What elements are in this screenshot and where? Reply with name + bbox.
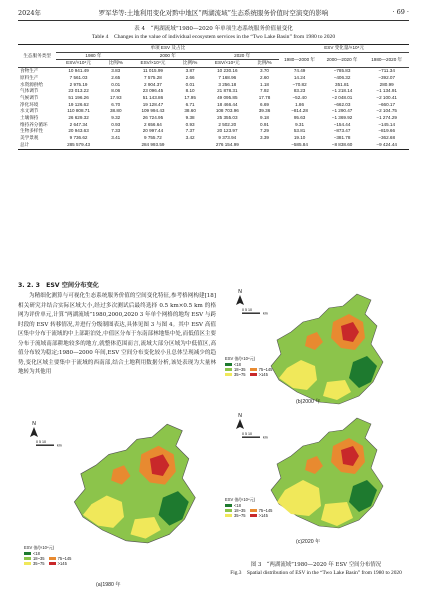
cell-value: 7.37 [185,128,195,134]
svg-text:km: km [263,311,268,316]
cell-value: 2 904.37 [143,81,162,87]
legend-swatch [225,514,232,517]
cell-value: 11 015.99 [142,68,163,74]
cell-value: 74.49 [293,68,306,74]
cell-value: 2.66 [185,74,195,80]
cell-value: −785.83 [333,68,351,74]
cell-value: 9.18 [260,115,269,121]
header-year-2000: 2000 年 [131,52,205,60]
cell-value: 19 126.62 [68,101,89,107]
caption-2000: (b)2000 年 [296,399,321,405]
legend-label: <18 [234,502,241,508]
legend-swatch [250,514,257,517]
header-year: 2024年 [18,9,42,17]
cell-value: 19 128.47 [142,101,164,107]
cell-service: 生物多样性 [20,128,43,134]
cell-value: −873.47 [333,128,351,134]
cell-value: −711.34 [378,68,395,74]
legend-label: >145 [258,512,268,518]
legend-label: <18 [33,550,40,556]
table-title-en: Table 4 Changes in the value of individual ecosystem services in the “Two Lake Basin” from 1980 to 2020 [91,34,336,40]
subheader-esv: ESV/×10⁴元 [205,60,250,68]
table-row [18,95,409,102]
cell-value: 26 629.32 [68,115,89,121]
cell-value: −52.40 [292,94,307,100]
cell-value: 2.65 [111,74,121,80]
cell-value: 6.70 [111,101,121,107]
svg-text:km: km [57,443,62,448]
cell-value: 7 561.03 [69,74,88,80]
cell-value: 109 994.43 [141,108,165,114]
svg-text:0 5 10: 0 5 10 [242,432,252,436]
table-title-cn: 表 4 “两湖流域”1980—2020 年单项生态系统服务价值量变化 [134,26,293,32]
cell-service: 气候调节 [20,94,39,100]
subheader-ratio: 比例/% [175,60,205,68]
cell-value: 3.42 [185,135,195,141]
cell-value: 0.01 [185,81,195,87]
svg-text:N: N [32,421,36,427]
legend-swatch [225,504,232,507]
subheader-ratio: 比例/% [101,60,131,68]
legend-swatch [24,552,31,555]
cell-value: 9 373.94 [218,135,237,141]
legend-2000 [225,356,275,377]
cell-value: 20 943.63 [68,128,89,134]
cell-service: 净化环境 [20,101,39,107]
svg-text:km: km [263,435,268,440]
cell-value: 19.10 [293,135,306,141]
cell-value: 23 013.22 [68,88,89,94]
cell-value: 3 256.18 [218,81,237,87]
cell-value: −1 134.91 [376,88,397,94]
cell-value: 110 808.71 [67,108,90,114]
cell-service: 维持养分循环 [20,121,48,127]
svg-text:0 5 10: 0 5 10 [36,440,46,444]
cell-value: 95.63 [293,115,306,121]
cell-value: 8.10 [185,88,195,94]
scale-bar-icon [242,432,268,440]
table-row [18,115,409,122]
cell-value: 285 579.43 [56,142,101,149]
cell-value: −585.84 [279,142,319,149]
table-row [18,135,409,142]
header-year-1980: 1980 年 [56,52,130,60]
cell-value: 3.39 [260,135,269,141]
cell-value: 49 095.85 [217,94,238,100]
cell-service: 水资源供给 [20,81,43,87]
legend-label: 75~145 [258,507,273,513]
table-row [18,68,409,75]
legend-swatch [24,562,31,565]
svg-text:N: N [238,289,242,295]
table-row [18,82,409,89]
cell-value: 0.91 [260,121,269,127]
cell-value: −2 048.01 [331,94,353,100]
cell-value: 21 878.31 [217,88,238,94]
cell-value: −814.28 [291,108,308,114]
table-row [18,108,409,115]
section-heading: 3. 2. 3 ESV 空间分布变化 [18,282,99,289]
cell-value: 10 941.49 [68,68,89,74]
table-caption [18,25,409,41]
cell-value: −2 100.41 [376,94,397,100]
cell-value: −1 274.29 [376,115,397,121]
cell-value: 2 502.20 [218,121,237,127]
legend-swatch [225,368,232,371]
legend-label: 18~35 [234,507,246,513]
table-row [18,142,409,149]
cell-value: 3.87 [185,68,195,74]
legend-label: 75~145 [258,366,273,372]
cell-value: 3.41 [111,135,121,141]
cell-value: 18 466.44 [217,101,238,107]
section-paragraph: 为精细化测算与可视化生态系统服务价值的空间变化特征,参考格网构建[18]相关研究并结合实际区域大小,经过多次测试后最终选择 0.5 km×0.5 km 的格网为评价单元,计算“两湖流域”1980,2000,2020 3 年单个网格的地均 ESV 与跨时段的 ESV 转移情况,并进行分级制图表达,具体见图 3 与图 4。其中 ESV 高值区集中分布于流域的中上部距泊处,中值区分布于东南部林地集中处,而低值区主要分布于流域南部耕地较多的地方,就整体范围而言,流域大部分区域为中低值区,高值分布较为稳定;1980—2000 年间,ESV 空间分布变化较小且总体呈现减少的趋势,变化区域主要集中于流域的西南部,结合土地利用数据分析,该处表现为大量林地转为其他用 [18,293,216,376]
cell-value: 39.36 [258,108,271,114]
cell-value: 0.93 [111,121,121,127]
running-header [18,8,409,20]
cell-value: 25 355.03 [217,115,238,121]
cell-value: 17.93 [110,94,122,100]
north-arrow-icon [236,413,244,429]
cell-service: 气体调节 [20,88,39,94]
figure-caption-en: Fig.3 Spatial distribution of ESV in the “Two Lake Basin” from 1980 to 2020 [230,569,402,576]
legend-label: 18~35 [234,366,246,372]
cell-value: 20 997.44 [142,128,164,134]
cell-value: 9.32 [111,115,121,121]
legend-swatch [24,557,31,560]
legend-2020 [225,497,275,518]
subheader-esv: ESV/×10⁴元 [56,60,101,68]
cell-value: −9 424.44 [364,142,409,149]
cell-value: 17.78 [258,94,271,100]
cell-value: 351.81 [335,81,350,87]
cell-value: 1.18 [260,81,269,87]
legend-swatch [225,363,232,366]
cell-value: −70.82 [292,81,307,87]
table-body [18,68,409,149]
legend-1980 [24,545,74,566]
legend-swatch [250,373,257,376]
legend-label: 35~75 [33,560,45,566]
legend-label: 18~35 [33,555,45,561]
header-running-title: 罗军华等:土地利用变化对黔中地区“两湖流域”生态系统服务价值时空演变的影响 [98,9,329,17]
cell-value: 38.80 [110,108,122,114]
header-single-esv: 单项 ESV 及占比 [56,45,279,53]
subheader-esv: ESV/×10⁴元 [131,60,176,68]
cell-value: 2 647.34 [69,121,88,127]
north-arrow-icon [236,289,244,305]
cell-value: −1 369.92 [331,115,353,121]
table-row [18,122,409,129]
cell-value: 9 736.62 [69,135,88,141]
cell-value: 3.70 [260,68,269,74]
legend-label: 35~75 [234,512,246,518]
cell-value: −362.68 [378,135,396,141]
cell-value: 6.69 [260,101,269,107]
cell-value: −1 218.14 [331,88,353,94]
legend-title: ESV 值/(×10⁴元) [225,497,256,502]
legend-label: 75~145 [57,555,72,561]
legend-label: >145 [57,560,67,566]
legend-swatch [250,368,257,371]
cell-service: 水文调节 [20,108,39,114]
legend-label: 35~75 [234,371,246,377]
basin-map-shape [74,424,195,543]
cell-value: 20 123.97 [217,128,238,134]
cell-value: 83.23 [293,88,306,94]
legend-title: ESV 值/(×10⁴元) [24,545,55,550]
legend-swatch [49,557,56,560]
cell-value: 53.81 [293,128,306,134]
cell-value: 7.92 [260,88,269,94]
header-esv-change: ESV 变化量/×10⁴元 [279,45,409,53]
header-year-2020: 2020 年 [205,52,279,60]
cell-value: 7 575.28 [143,74,162,80]
cell-value: 9.31 [295,121,305,127]
svg-text:0 5 10: 0 5 10 [242,308,252,312]
legend-swatch [49,562,56,565]
cell-value: −662.03 [333,101,351,107]
legend-label: <18 [234,361,241,367]
cell-service: 土壤保持 [20,115,39,121]
cell-value: −8 838.60 [320,142,365,149]
esv-table [18,44,409,150]
cell-value: 3.83 [111,68,121,74]
cell-value: 9.38 [185,115,195,121]
subheader-ratio: 比例/% [250,60,280,68]
cell-value: 6.71 [185,101,195,107]
map-2000-svg [222,286,412,408]
caption-2020: (c)2020 年 [296,539,321,545]
cell-value: −154.44 [333,121,351,127]
map-2000 [222,286,412,408]
cell-value: 2 975.19 [69,81,88,87]
cell-value: 26 724.95 [142,115,164,121]
north-arrow-icon [30,421,38,437]
cell-service: 美学景观 [20,135,39,141]
legend-title: ESV 值/(×10⁴元) [225,356,256,361]
cell-value: 8.06 [111,88,121,94]
cell-service: 总计 [18,142,56,149]
basin-map-shape [271,294,383,404]
legend-swatch [250,509,257,512]
cell-value: −2 104.75 [376,108,397,114]
cell-service: 食物生产 [20,68,39,74]
cell-value: −381.78 [333,135,351,141]
cell-value: 38.60 [184,108,196,114]
cell-value: 1.86 [295,101,305,107]
cell-value: 10 230.16 [217,68,238,74]
cell-service: 原料生产 [20,74,39,80]
cell-value: 51 196.26 [68,94,89,100]
map-1980 [20,418,216,548]
cell-value: −1 290.47 [331,108,353,114]
cell-value [250,142,280,149]
header-change-2000-2020: 2000—2020 年 [320,52,365,67]
header-service-type: 生态服务类型 [18,45,56,68]
cell-value: 280.99 [379,81,394,87]
cell-value: 51 143.86 [142,94,164,100]
cell-value: 14.24 [293,74,306,80]
header-change-1980-2000: 1980—2000 年 [279,52,319,67]
cell-value: 0.01 [111,81,121,87]
svg-text:N: N [238,413,242,419]
figure-caption [222,562,410,577]
basin-map-shape [271,418,383,528]
figure-caption-cn: 图 3 “两湖流域”1980—2020 年 ESV 空间分布情况 [250,562,382,568]
cell-value: 23 096.45 [142,88,164,94]
cell-value: 276 154.99 [205,142,250,149]
table-row [18,128,409,135]
cell-value: 108 703.96 [215,108,239,114]
cell-value: −406.32 [333,74,351,80]
cell-value: 9 755.72 [143,135,162,141]
cell-value: 284 993.59 [131,142,176,149]
cell-value: −660.17 [378,101,396,107]
cell-value: 7.29 [260,128,269,134]
header-page-number: · 69 · [392,8,409,16]
header-rule [18,20,409,21]
scale-bar-icon [36,440,62,448]
table-row [18,75,409,82]
cell-value: 17.95 [184,94,196,100]
cell-value [175,142,205,149]
cell-value: 2 656.64 [143,121,162,127]
caption-1980: (a)1980 年 [96,582,121,588]
legend-swatch [225,509,232,512]
cell-value: −819.66 [378,128,396,134]
cell-value: 7.33 [111,128,121,134]
table-row [18,88,409,95]
header-change-1980-2020: 1980—2020 年 [364,52,409,67]
map-1980-svg [20,418,216,548]
legend-label: >145 [258,371,268,377]
cell-value: −145.14 [378,121,396,127]
table-row [18,102,409,109]
legend-swatch [225,373,232,376]
scale-bar-icon [242,308,268,316]
cell-value: 2.60 [260,74,269,80]
cell-value: −392.07 [378,74,396,80]
cell-value [101,142,131,149]
cell-value: 0.93 [185,121,195,127]
cell-value: 7 168.96 [218,74,237,80]
